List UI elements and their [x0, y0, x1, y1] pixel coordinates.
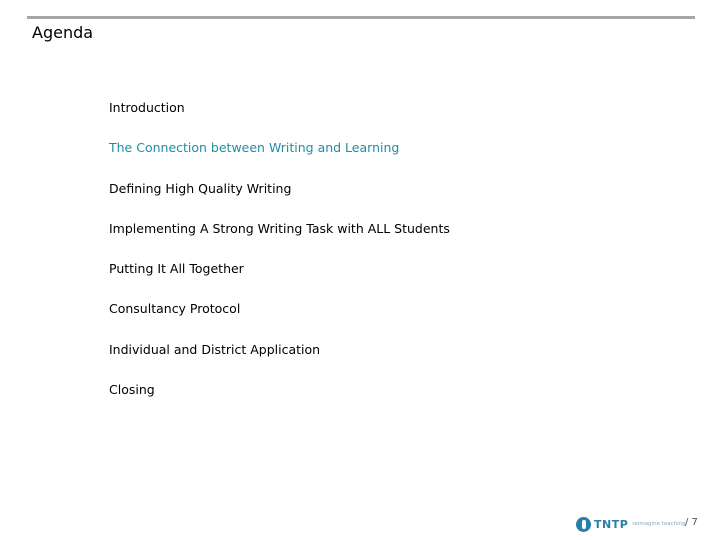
agenda-item-closing: Closing [109, 382, 155, 398]
logo-text: TNTP [594, 517, 629, 531]
agenda-item-putting-together: Putting It All Together [109, 261, 244, 277]
agenda-item-consultancy-protocol: Consultancy Protocol [109, 301, 241, 317]
page-number: / 7 [685, 517, 698, 528]
agenda-item-writing-and-learning: The Connection between Writing and Learning [109, 140, 400, 156]
tntp-logo [576, 515, 686, 533]
title-rule [27, 16, 695, 19]
agenda-item-introduction: Introduction [109, 100, 185, 115]
agenda-item-strong-writing-task: Implementing A Strong Writing Task with ALL Students [109, 220, 450, 236]
slide-title: Agenda [32, 23, 94, 42]
agenda-item-district-application: Individual and District Application [109, 341, 321, 357]
logo-tagline: reimagine teaching [632, 521, 686, 527]
agenda-list [109, 99, 450, 421]
agenda-item-high-quality-writing: Defining High Quality Writing [109, 180, 292, 196]
tntp-logo-icon [576, 517, 591, 532]
